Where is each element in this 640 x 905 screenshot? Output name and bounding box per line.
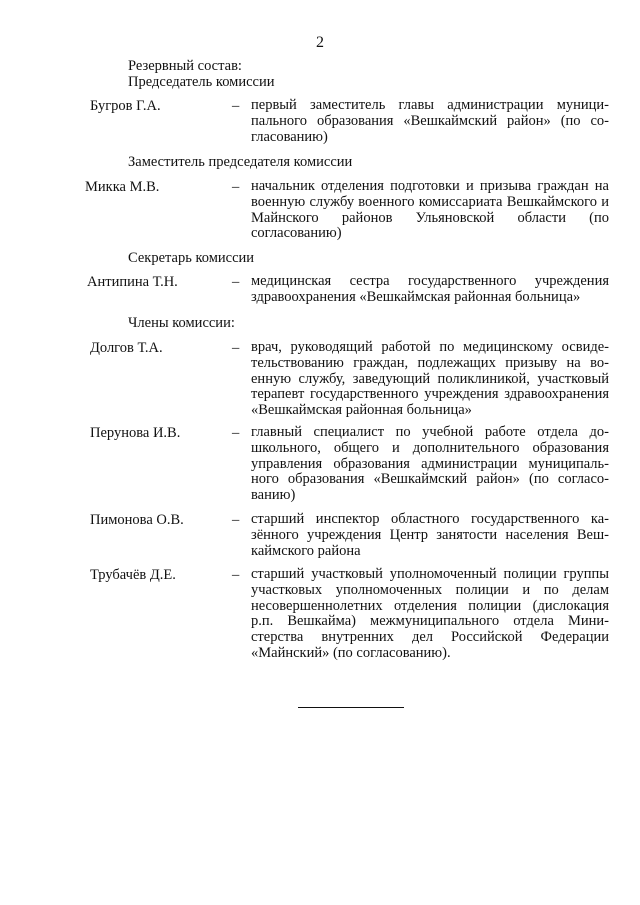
position-description: старший участковый уполномоченный полиции группы участковых уполномоченных полиции и по делам несовершеннолетних отделения полиции (дислокация р.п. Вешкайма) межмуниципального отдела Министерства внутренних дел Российской Федерации «Майнский» (по согласованию). bbox=[251, 566, 609, 661]
dash-separator: – bbox=[232, 274, 240, 290]
person-name: Пимонова О.В. bbox=[90, 512, 184, 528]
dash-separator: – bbox=[232, 98, 240, 114]
person-name: Долгов Т.А. bbox=[90, 340, 163, 356]
position-description: начальник отделения подготовки и призыва граждан на военную службу военного комиссариата Вешкаймского и Майнского районов Ульяновской области (по согласованию) bbox=[251, 178, 609, 242]
dash-separator: – bbox=[232, 567, 240, 583]
person-name: Антипина Т.Н. bbox=[87, 274, 178, 290]
heading-deputy: Заместитель председателя комиссии bbox=[128, 154, 353, 170]
position-description: главный специалист по учебной работе отдела дошкольного, общего и дополнительного образования управления образования администрации муниципального образования «Вешкаймский район» (по согласованию) bbox=[251, 424, 609, 504]
dash-separator: – bbox=[232, 425, 240, 441]
person-name: Перунова И.В. bbox=[90, 425, 181, 441]
position-description: старший инспектор областного государственного казённого учреждения Центр занятости населения Вешкаймского района bbox=[251, 511, 609, 559]
position-description: первый заместитель главы администрации муниципального образования «Вешкаймский район» (по согласованию) bbox=[251, 97, 609, 145]
position-description: врач, руководящий работой по медицинскому освидетельствованию граждан, подлежащих призыву на военную службу, заведующий поликлиникой, участковый терапевт государственного учреждения здравоохранения «Вешкаймская районная больница» bbox=[251, 339, 609, 419]
heading-chairman: Председатель комиссии bbox=[128, 74, 275, 90]
heading-reserve: Резервный состав: bbox=[128, 58, 242, 74]
heading-members: Члены комиссии: bbox=[128, 315, 235, 331]
position-description: медицинская сестра государственного учреждения здравоохранения «Вешкаймская районная больница» bbox=[251, 273, 609, 305]
person-name: Микка М.В. bbox=[85, 179, 160, 195]
dash-separator: – bbox=[232, 512, 240, 528]
dash-separator: – bbox=[232, 340, 240, 356]
dash-separator: – bbox=[232, 179, 240, 195]
person-name: Трубачёв Д.Е. bbox=[90, 567, 176, 583]
closing-rule bbox=[298, 707, 404, 708]
person-name: Бугров Г.А. bbox=[90, 98, 161, 114]
page-number: 2 bbox=[316, 34, 324, 51]
heading-secretary: Секретарь комиссии bbox=[128, 250, 255, 266]
